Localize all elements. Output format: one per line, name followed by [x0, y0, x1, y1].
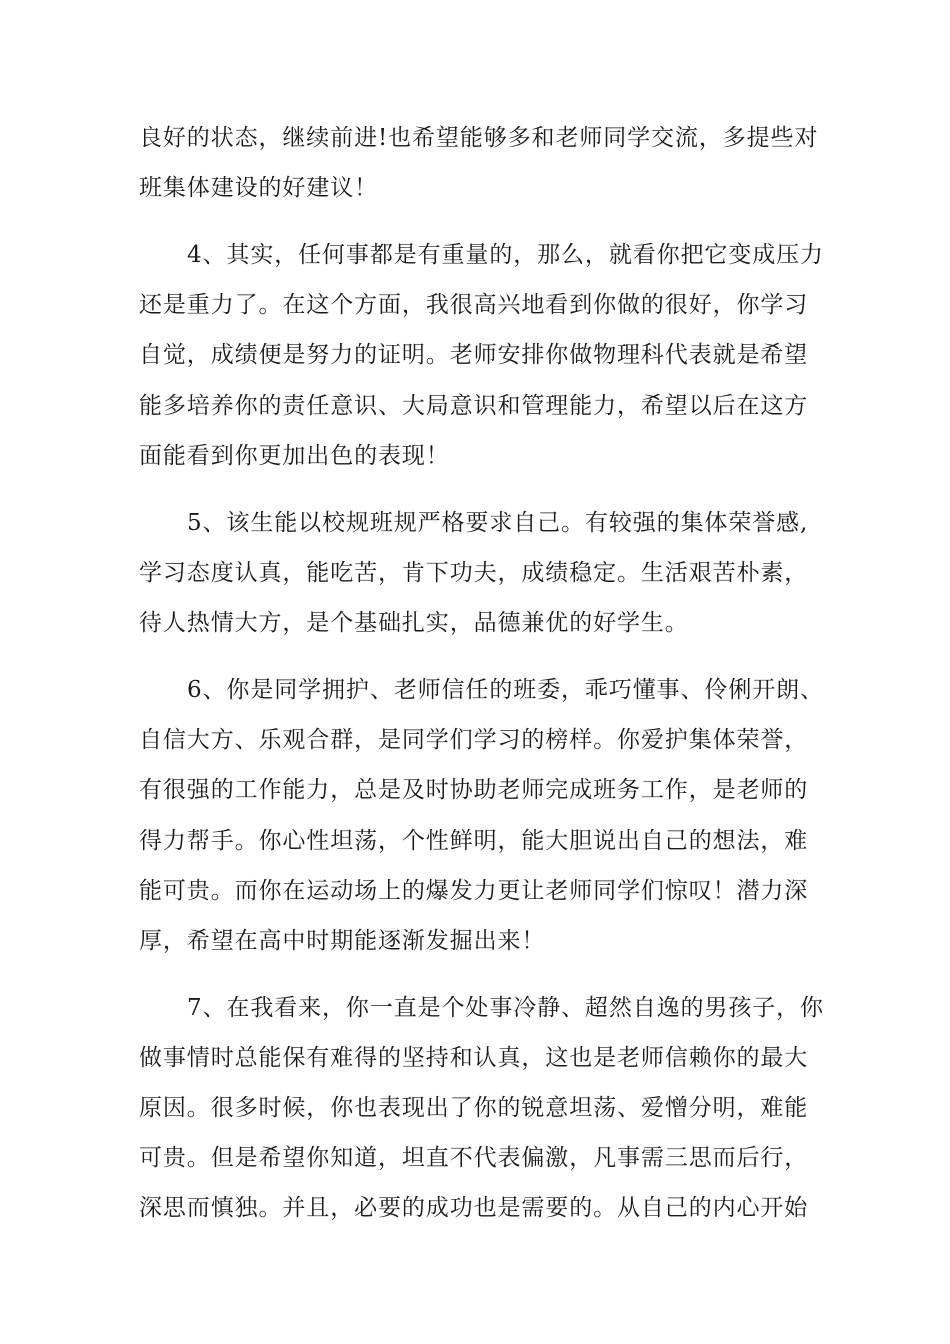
text-line: 做事情时总能保有难得的坚持和认真，这也是老师信赖你的最大 [139, 1045, 809, 1071]
text-line: 能多培养你的责任意识、大局意识和管理能力，希望以后在这方 [139, 393, 809, 419]
text-line: 5、该生能以校规班规严格要求自己。有较强的集体荣誉感, [187, 510, 809, 536]
text-line: 自觉，成绩便是努力的证明。老师安排你做物理科代表就是希望 [139, 342, 809, 368]
text-line: 良好的状态，继续前进!也希望能够多和老师同学交流，多提些对 [139, 125, 819, 151]
text-line: 厚，希望在高中时期能逐渐发掘出来！ [139, 928, 546, 954]
text-line: 学习态度认真，能吃苦，肯下功夫，成绩稳定。生活艰苦朴素， [139, 560, 809, 586]
text-line: 得力帮手。你心性坦荡，个性鲜明，能大胆说出自己的想法，难 [139, 828, 809, 854]
text-line: 能可贵。而你在运动场上的爆发力更让老师同学们惊叹！潜力深 [139, 878, 809, 904]
text-line: 可贵。但是希望你知道，坦直不代表偏激，凡事需三思而后行， [139, 1145, 809, 1171]
text-line: 7、在我看来，你一直是个处事冷静、超然自逸的男孩子，你 [187, 995, 824, 1021]
text-line: 待人热情大方，是个基础扎实，品德兼优的好学生。 [139, 610, 689, 636]
text-line: 自信大方、乐观合群，是同学们学习的榜样。你爱护集体荣誉， [139, 727, 809, 753]
text-line: 深思而慎独。并且，必要的成功也是需要的。从自己的内心开始 [139, 1195, 809, 1221]
text-line: 面能看到你更加出色的表现！ [139, 443, 450, 469]
text-line: 4、其实，任何事都是有重量的，那么，就看你把它变成压力 [187, 242, 824, 268]
text-line: 原因。很多时候，你也表现出了你的锐意坦荡、爱憎分明，难能 [139, 1095, 809, 1121]
text-line: 还是重力了。在这个方面，我很高兴地看到你做的很好，你学习 [139, 292, 809, 318]
text-line: 有很强的工作能力，总是及时协助老师完成班务工作，是老师的 [139, 777, 809, 803]
text-line: 6、你是同学拥护、老师信任的班委，乖巧懂事、伶俐开朗、 [187, 677, 824, 703]
text-line: 班集体建设的好建议！ [139, 175, 378, 201]
